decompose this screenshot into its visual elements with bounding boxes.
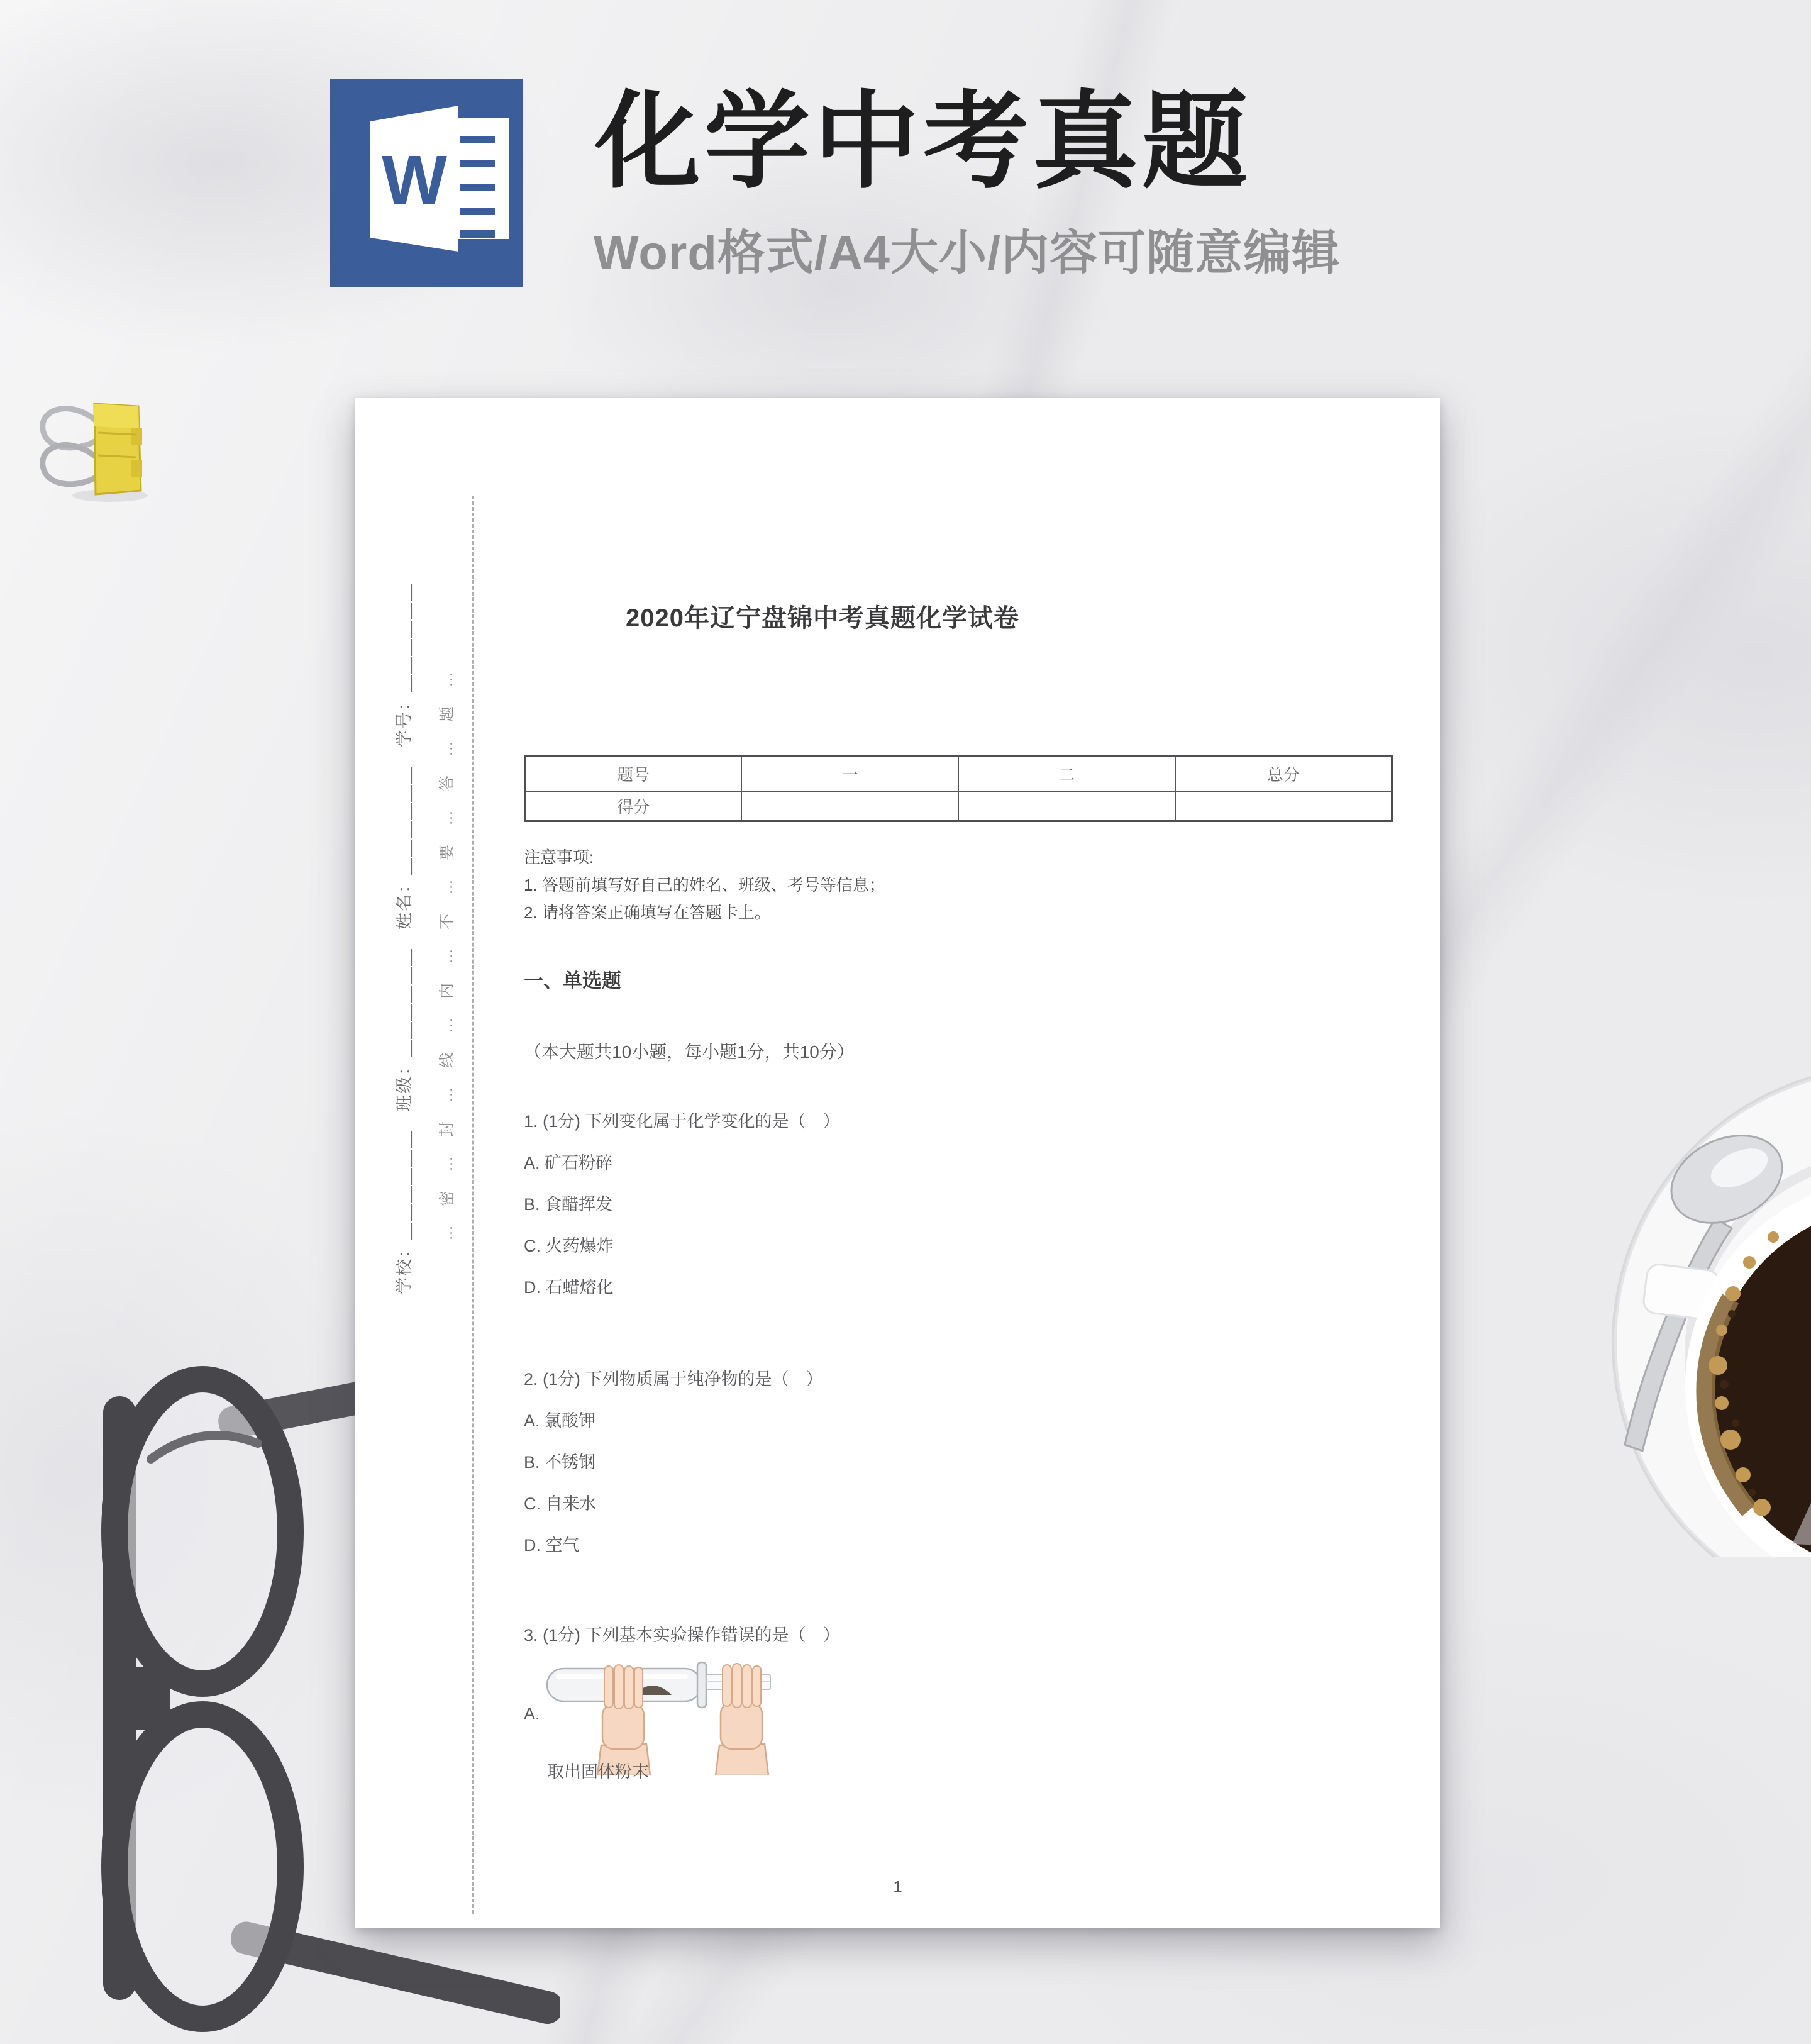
question-3: [524, 1621, 840, 1649]
page-number: 1: [893, 1877, 902, 1896]
product-subtitle: Word格式/A4大小/内容可随意编辑: [594, 226, 1341, 280]
question-option: B. 不锈钢: [524, 1453, 596, 1472]
score-table-header-row: [525, 756, 1392, 792]
margin-fill-in-labels: 学校：＿＿＿＿＿＿ 班级：＿＿＿＿＿＿ 姓名：＿＿＿＿＿＿ 学号：＿＿＿＿＿＿: [395, 583, 414, 1294]
question3-option-a-caption: 取出固体粉末: [547, 1762, 649, 1781]
score-table-score-row: [525, 791, 1392, 821]
question-stem: 1. (1分) 下列变化属于化学变化的是（ ）: [524, 1112, 840, 1131]
question-option: C. 自来水: [524, 1494, 597, 1513]
question-1: [524, 1108, 840, 1301]
question-option: D. 石蜡熔化: [524, 1278, 614, 1297]
score-header-cell: 一: [741, 756, 958, 792]
score-header-cell: 二: [958, 756, 1175, 792]
notes-item: 2. 请将答案正确填写在答题卡上。: [524, 903, 771, 922]
score-cell-empty: [1175, 791, 1392, 821]
score-header-cell: 题号: [525, 756, 742, 792]
question-option: C. 火药爆炸: [524, 1236, 614, 1255]
notes-item: 1. 答题前填写好自己的姓名、班级、考号等信息；: [524, 875, 885, 894]
score-cell-empty: [958, 791, 1175, 821]
score-table: [524, 755, 1393, 822]
binder-clip: [31, 395, 154, 505]
question-stem: 3. (1分) 下列基本实验操作错误的是（ ）: [524, 1626, 840, 1645]
exam-title: 2020年辽宁盘锦中考真题化学试卷: [626, 604, 1019, 632]
seal-line-text: …密…封…线…内…不…要…答…题…: [438, 652, 456, 1241]
exam-notes: [524, 843, 885, 926]
score-header-cell: 总分: [1175, 756, 1392, 792]
question-2: [524, 1365, 823, 1559]
question-option: B. 食醋挥发: [524, 1195, 613, 1214]
word-icon: [330, 79, 523, 287]
question-option: D. 空气: [524, 1536, 580, 1555]
question-option: A. 氯酸钾: [524, 1411, 596, 1430]
section-meta: （本大题共10小题，每小题1分，共10分）: [524, 1042, 855, 1062]
score-row-label: 得分: [525, 791, 742, 821]
question-option: A. 矿石粉碎: [524, 1153, 613, 1172]
product-title: 化学中考真题: [595, 82, 1251, 201]
word-icon-letter: W: [382, 142, 447, 219]
question-stem: 2. (1分) 下列物质属于纯净物的是（ ）: [524, 1370, 823, 1389]
document-page: [355, 398, 1440, 1928]
notes-heading: 注意事项:: [524, 848, 594, 867]
score-cell-empty: [741, 791, 958, 821]
question3-option-a-label: A.: [524, 1704, 540, 1723]
test-tube-powder-illustration: [541, 1650, 824, 1775]
section-heading: 一、单选题: [524, 970, 621, 992]
coffee-cup: [1585, 1060, 1811, 1557]
seal-dashed-line: [472, 496, 474, 1914]
